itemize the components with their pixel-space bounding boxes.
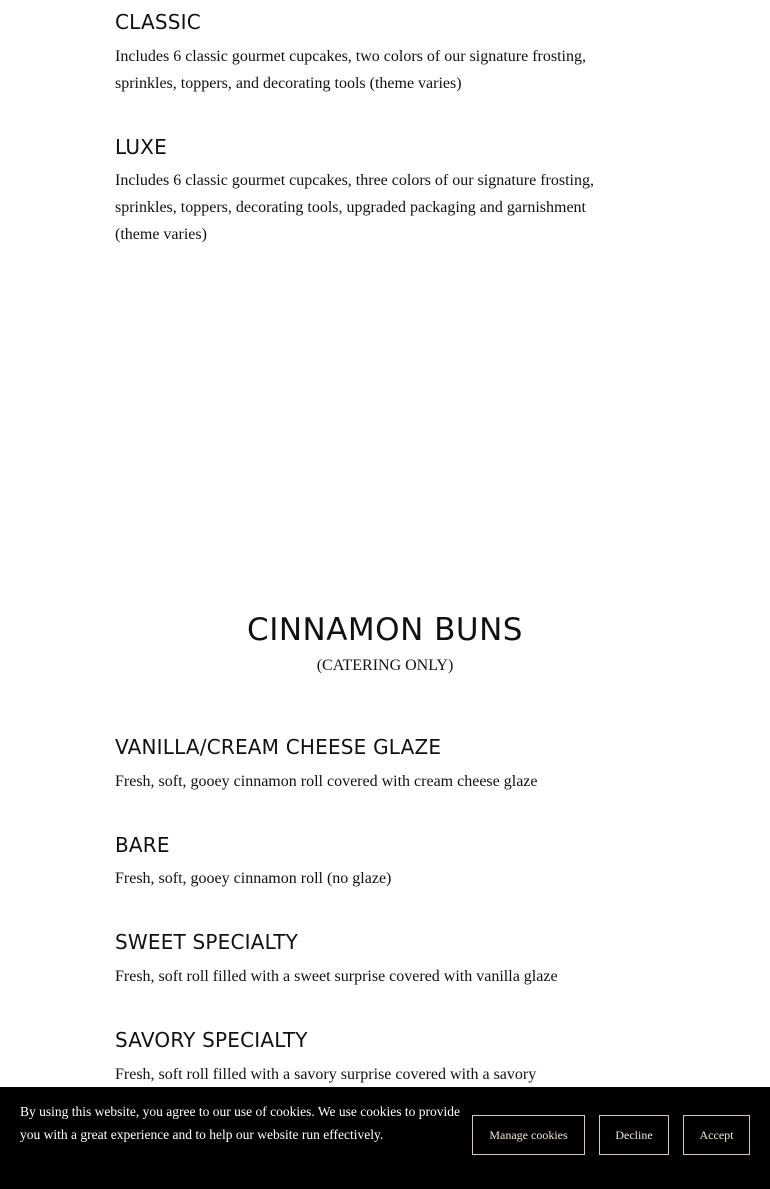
kit-title-luxe: LUXE xyxy=(115,135,167,159)
manage-cookies-button[interactable]: Manage cookies xyxy=(472,1115,585,1155)
bun-title-vanilla-cream-cheese: VANILLA/CREAM CHEESE GLAZE xyxy=(115,735,442,759)
decline-button[interactable]: Decline xyxy=(599,1115,669,1155)
bun-description-vanilla-cream-cheese: Fresh, soft, gooey cinnamon roll covered with cream cheese glaze xyxy=(115,773,538,790)
bun-description-savory-specialty: Fresh, soft roll filled with a savory surprise covered with a savory xyxy=(115,1066,537,1083)
section-subtitle: (CATERING ONLY) xyxy=(316,657,454,674)
kit-description-classic: Includes 6 classic gourmet cupcakes, two colors of our signature frosting, sprinkles, toppers, and decorating tools (theme varies) xyxy=(115,48,586,92)
cookie-banner-text: By using this website, you agree to our use of cookies. We use cookies to provide you with a great experience and to help our website run effectively. xyxy=(20,1104,460,1142)
bun-description-sweet-specialty: Fresh, soft roll filled with a sweet surprise covered with vanilla glaze xyxy=(115,968,558,985)
bun-title-sweet-specialty: SWEET SPECIALTY xyxy=(115,930,299,954)
bun-title-savory-specialty: SAVORY SPECIALTY xyxy=(115,1028,308,1052)
accept-button[interactable]: Accept xyxy=(683,1115,750,1155)
kit-title-classic: CLASSIC xyxy=(115,10,201,34)
cookie-banner xyxy=(0,1087,770,1189)
kit-description-luxe: Includes 6 classic gourmet cupcakes, three colors of our signature frosting, sprinkles, toppers, decorating tools, upgraded packaging and garnishment (theme varies) xyxy=(115,172,594,243)
bun-title-bare: BARE xyxy=(115,833,170,857)
bun-description-bare: Fresh, soft, gooey cinnamon roll (no glaze) xyxy=(115,870,392,887)
section-title: CINNAMON BUNS xyxy=(247,612,523,648)
